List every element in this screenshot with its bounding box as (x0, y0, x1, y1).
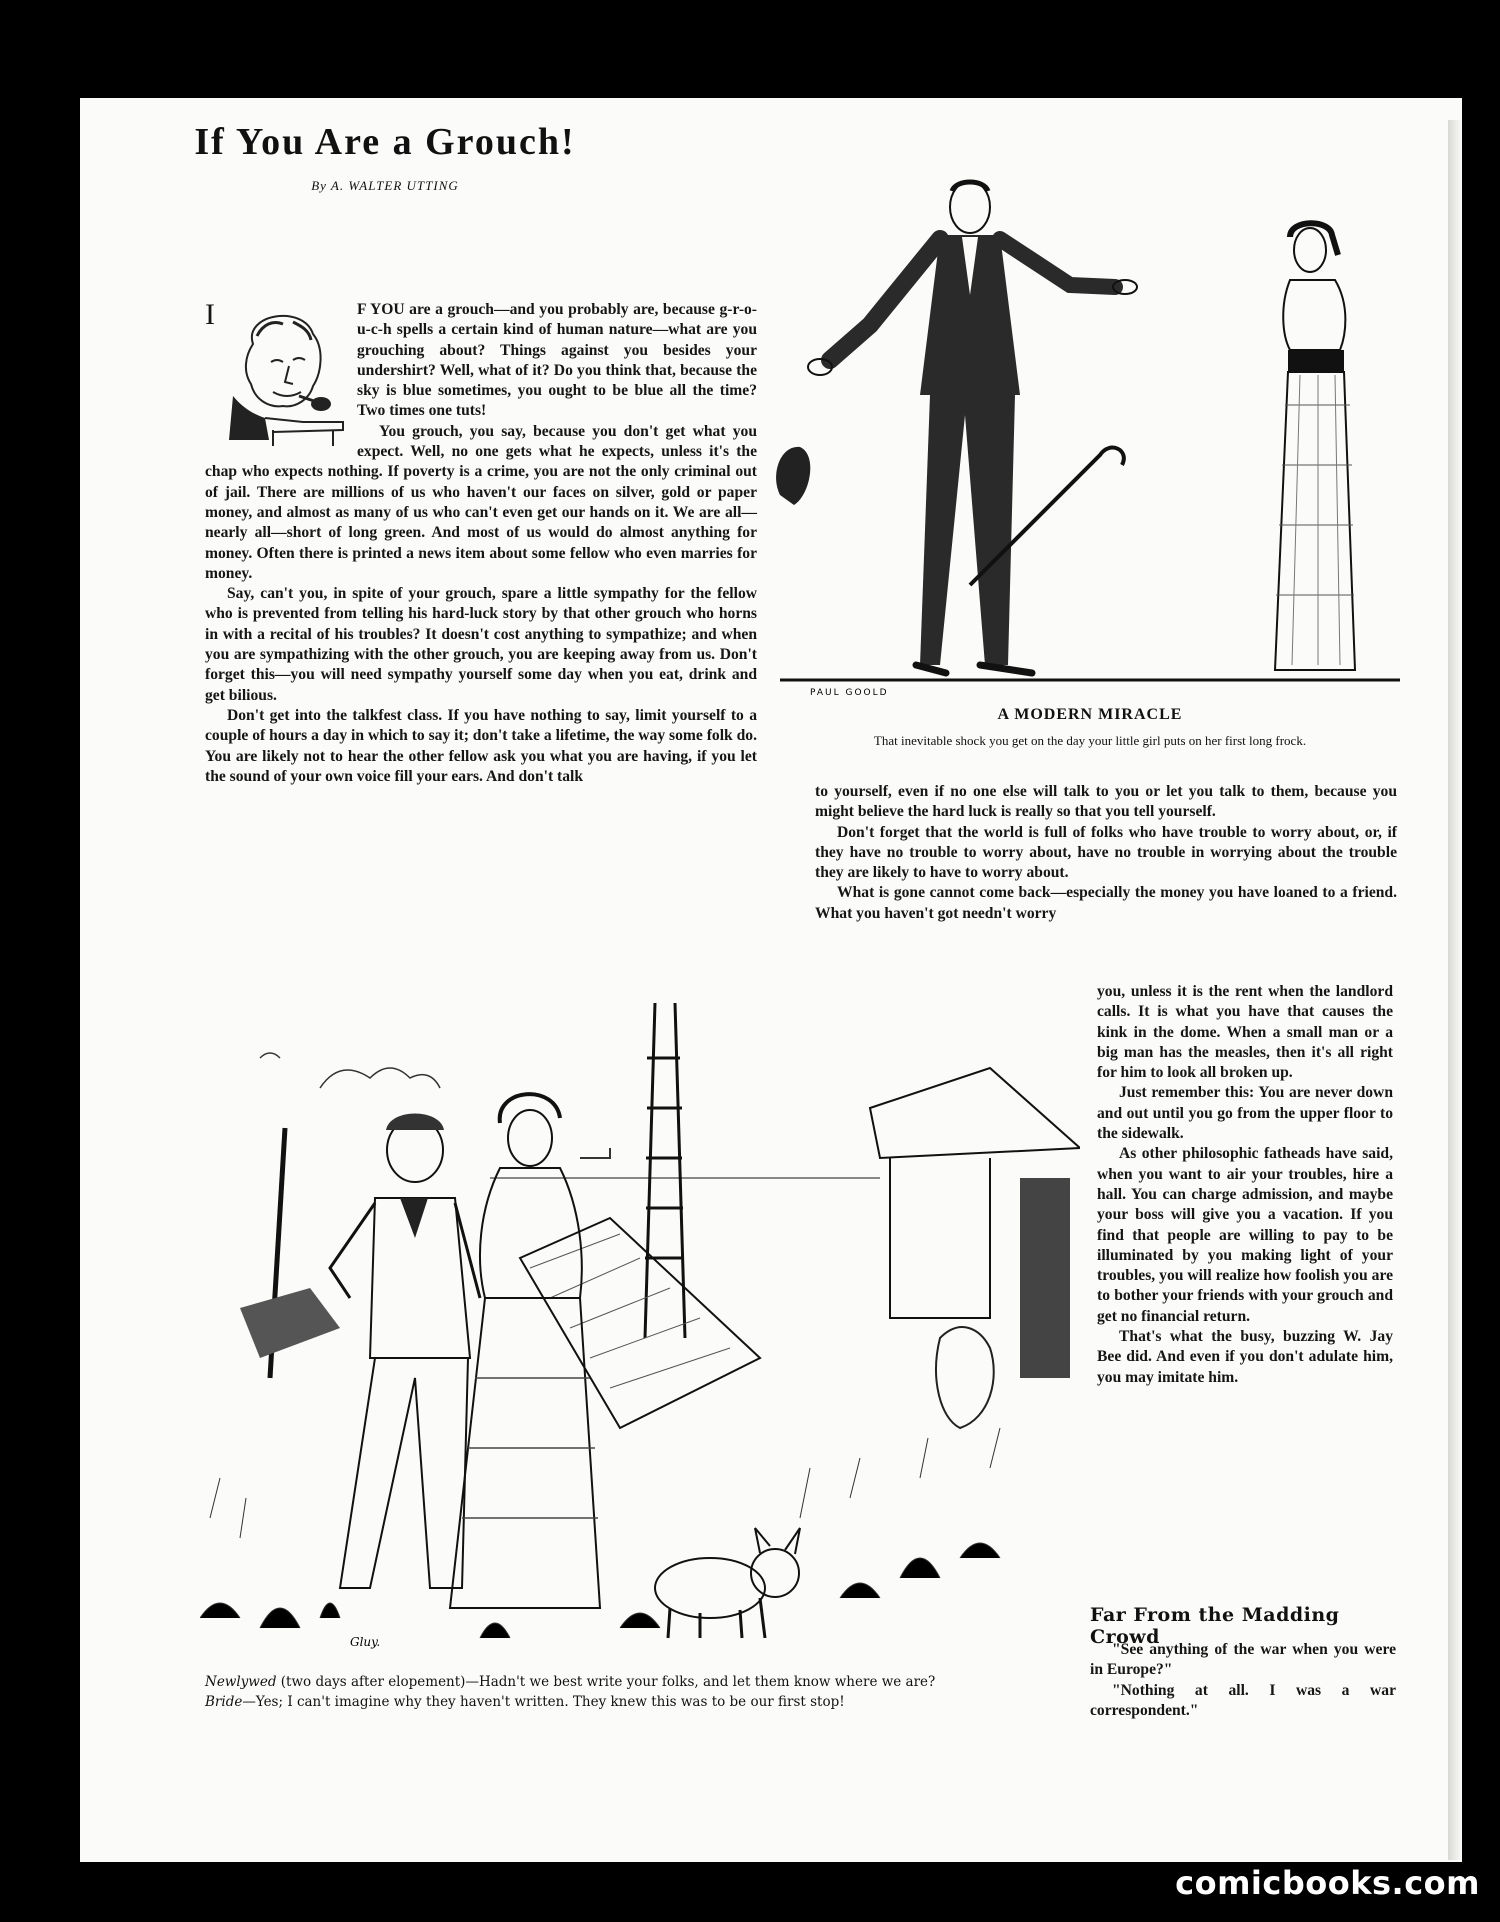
bride-figure (450, 1094, 600, 1608)
page-edge-shadow (1448, 120, 1462, 1860)
caption-line-1: Newlywed (two days after elopement)—Hadn't we best write your folks, and let them know where we are? (205, 1674, 936, 1690)
top-caption-body: That inevitable shock you get on the day your little girl puts on her first long frock. (873, 733, 1307, 748)
top-caption-title: A MODERN MIRACLE (997, 706, 1183, 723)
joke-text (1090, 1640, 1396, 1721)
article-title: If You Are a Grouch! (194, 121, 576, 163)
illustration-signature: Gluy. (350, 1635, 381, 1649)
girl-figure (1275, 223, 1355, 670)
newlyweds-illustration (200, 998, 1080, 1663)
article-byline: By A. WALTER UTTING (311, 178, 459, 193)
column-left-upper (205, 300, 757, 787)
modern-miracle-illustration (770, 175, 1410, 700)
joke-question: "See anything of the war when you were in Europe?" (1090, 1641, 1396, 1679)
paragraph-7: What is gone cannot come back—especially the money you have loaned to a friend. What you haven't got needn't worry (815, 884, 1397, 922)
paragraph-9: Just remember this: You are never down and out until you go from the upper floor to the sidewalk. (1097, 1084, 1393, 1143)
paragraph-4: Don't get into the talkfest class. If you have nothing to say, limit yourself to a couple of hours a day in which to say it; don't take a lifetime, the way some folk do. You are likely not to hear the other fellow ask you what you are having, if you let the sound of your own voice fill your ears. And don't talk (205, 706, 757, 785)
paragraph-2: You grouch, you say, because you don't get what you expect. Well, no one gets what he expects, unless it's the chap who expects nothing. If poverty is a crime, you are not the only criminal out of jail. There are millions of us who haven't our faces on silver, gold or paper money, and almost as many of us who can't even get our hands on it. We are all—nearly all—short of long green. And most of us would do almost anything for money. Often there is printed a news item about some fellow who even marries for money. (205, 422, 757, 582)
bulldog (655, 1528, 800, 1638)
man-figure (808, 181, 1137, 673)
bottom-caption (205, 1672, 1065, 1712)
column-right-middle (815, 782, 1397, 924)
paragraph-1: I F YOU are a grouch—and you probably are, because g-r-o-u-c-h spells a certain kind of human nature—what are you grouching about? Things against you besides your undershirt? Well, what of it? Do you think that, because the sky is blue sometimes, you ought to be blue all the time? Two times one tuts! (205, 300, 757, 422)
paragraph-6: Don't forget that the world is full of folks who have trouble to worry about, or, if they have no trouble to worry about, have no trouble in worrying about the trouble they are likely to have to worry about. (815, 823, 1397, 882)
joke-answer: "Nothing at all. I was a war correspondent." (1090, 1681, 1396, 1719)
paragraph-8: you, unless it is the rent when the landlord calls. It is what you have that causes the kink in the dome. When a small man or a big man has the measles, then it's all right for him to look all broken up. (1097, 983, 1393, 1082)
paragraph-3: Say, can't you, in spite of your grouch, spare a little sympathy for the fellow who is prevented from telling his hard-luck story by that other grouch who horns in with a recital of his troubles? It doesn't cost anything to sympathize; and when you are sympathizing with the other grouch, you are keeping away from us. Don't forget this—you will need sympathy yourself some day when you eat, drink and get bilious. (205, 585, 757, 704)
paragraph-10: As other philosophic fatheads have said, when you want to air your troubles, hire a hall. You can charge admission, and maybe your boss will give you a vacation. If you find that people are willing to pay to be illuminated by you making light of your troubles, you will realize how foolish you are to bother your friends with your grouch and get no financial return. (1097, 1145, 1393, 1325)
falling-hat (776, 447, 810, 505)
artist-signature: PAUL GOOLD (810, 688, 889, 698)
paragraph-5: to yourself, even if no one else will talk to you or let you talk to them, because you might believe the hard luck is really so that you tell yourself. (815, 783, 1397, 821)
site-watermark: comicbooks.com (1175, 1864, 1480, 1902)
grouch-sketch (213, 304, 347, 446)
paragraph-11: That's what the busy, buzzing W. Jay Bee did. And even if you don't adulate him, you may imitate him. (1097, 1328, 1393, 1386)
newlywed-man (330, 1114, 480, 1589)
column-right-narrow (1097, 982, 1393, 1388)
caption-line-2: Bride—Yes; I can't imagine why they haven't written. They knew this was to be our first stop! (205, 1694, 845, 1710)
joke-heading: Far From the Madding Crowd (1090, 1604, 1340, 1648)
drop-cap: I (205, 298, 215, 331)
